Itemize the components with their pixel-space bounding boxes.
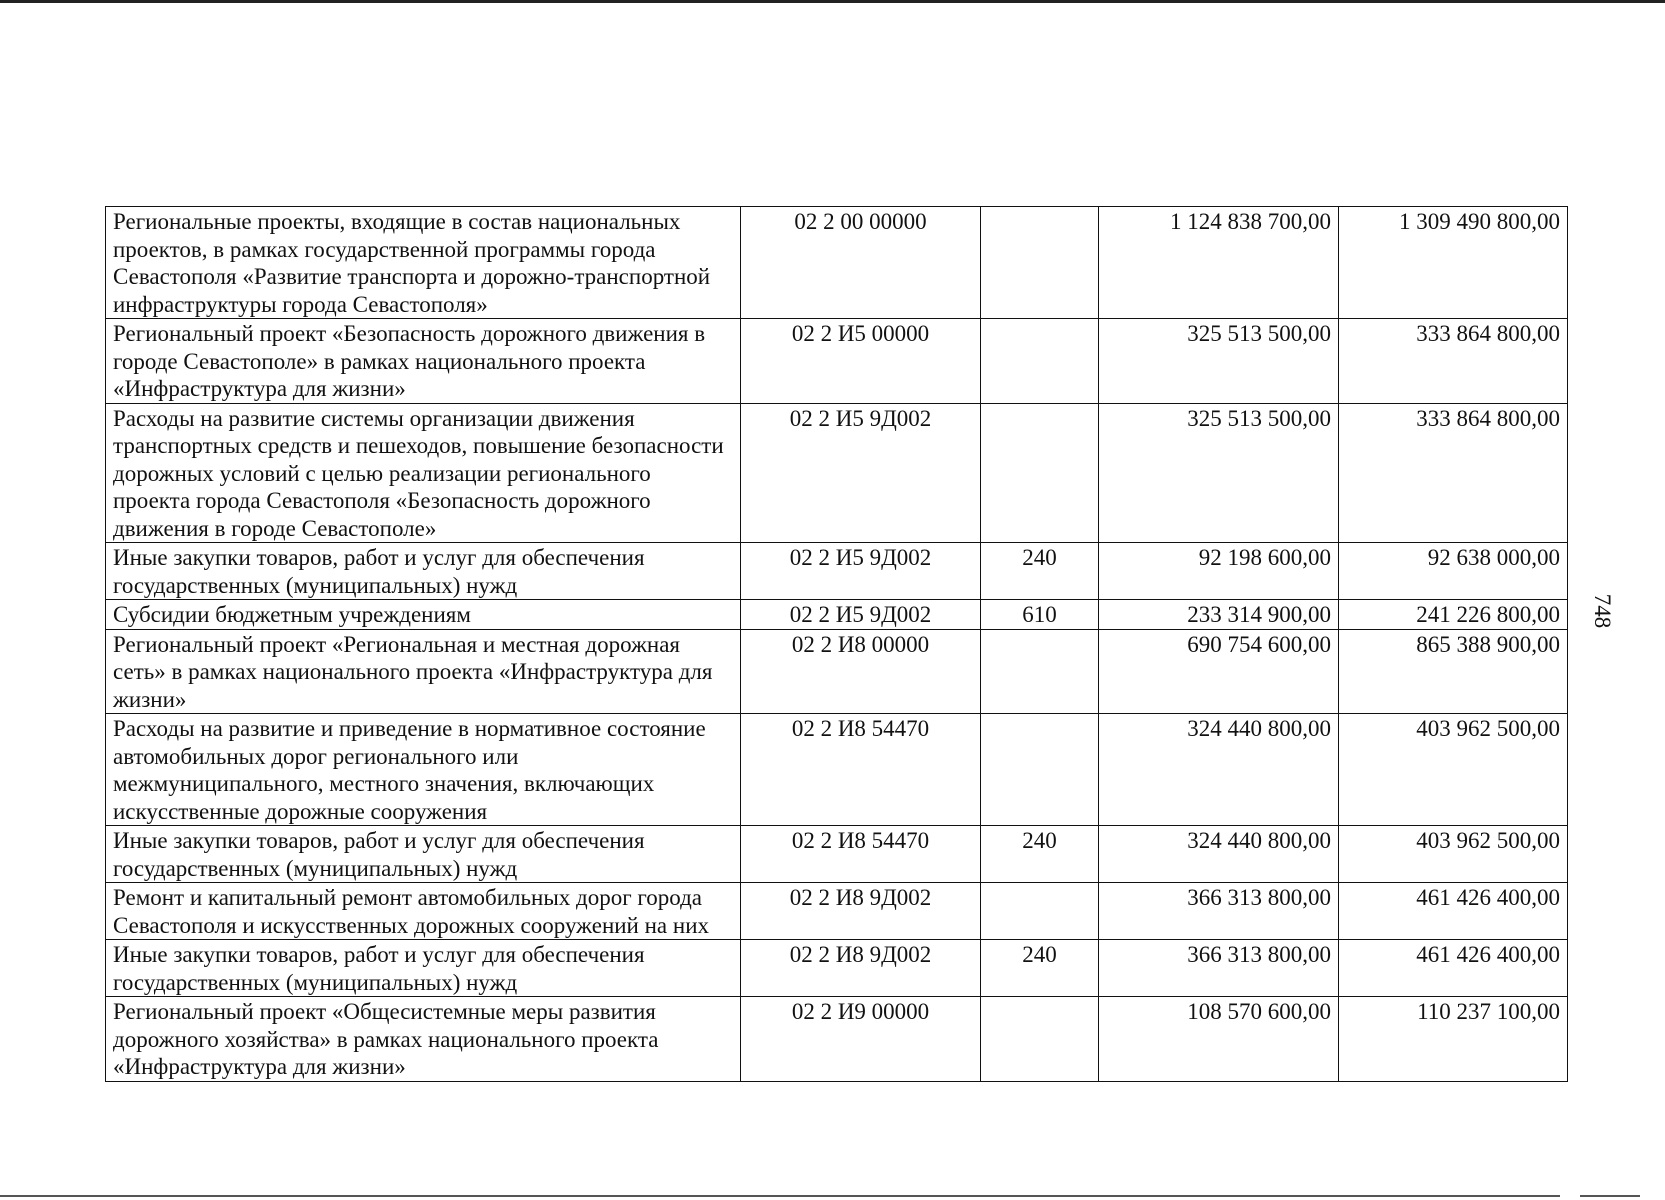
row-code: 02 2 И8 54470 <box>741 826 981 883</box>
row-amount-year-1: 92 198 600,00 <box>1099 543 1339 600</box>
row-code: 02 2 00 00000 <box>741 207 981 319</box>
row-amount-year-2: 333 864 800,00 <box>1339 319 1568 404</box>
row-expense-type <box>981 319 1099 404</box>
table-row <box>106 600 1568 630</box>
row-code: 02 2 И5 9Д002 <box>741 403 981 543</box>
row-expense-type: 240 <box>981 940 1099 997</box>
scan-edge-bottom <box>0 1195 1560 1197</box>
row-amount-year-1: 108 570 600,00 <box>1099 997 1339 1082</box>
row-expense-type <box>981 403 1099 543</box>
budget-table <box>105 206 1568 1082</box>
row-amount-year-1: 325 513 500,00 <box>1099 403 1339 543</box>
scan-edge-bottom-right <box>1580 1195 1640 1197</box>
row-name: Региональные проекты, входящие в состав национальных проектов, в рамках государственной программы города Севастополя «Развитие транспорта и дорожно-транспортной инфраструктуры города Севастополя» <box>106 207 741 319</box>
table-row <box>106 883 1568 940</box>
table-row <box>106 940 1568 997</box>
row-name: Расходы на развитие и приведение в нормативное состояние автомобильных дорог регионального или межмуниципального, местного значения, включающих искусственные дорожные сооружения <box>106 714 741 826</box>
row-code: 02 2 И5 00000 <box>741 319 981 404</box>
row-amount-year-2: 333 864 800,00 <box>1339 403 1568 543</box>
table-row <box>106 826 1568 883</box>
row-expense-type <box>981 207 1099 319</box>
row-amount-year-2: 461 426 400,00 <box>1339 883 1568 940</box>
row-expense-type <box>981 883 1099 940</box>
row-expense-type: 240 <box>981 826 1099 883</box>
row-amount-year-2: 865 388 900,00 <box>1339 629 1568 714</box>
row-amount-year-1: 366 313 800,00 <box>1099 883 1339 940</box>
row-amount-year-1: 324 440 800,00 <box>1099 826 1339 883</box>
table-row <box>106 714 1568 826</box>
row-code: 02 2 И9 00000 <box>741 997 981 1082</box>
row-expense-type: 610 <box>981 600 1099 630</box>
row-name: Расходы на развитие системы организации движения транспортных средств и пешеходов, повышение безопасности дорожных условий с целью реализации регионального проекта города Севастополя «Безопасность дорожного движения в городе Севастополе» <box>106 403 741 543</box>
row-amount-year-1: 1 124 838 700,00 <box>1099 207 1339 319</box>
row-amount-year-2: 110 237 100,00 <box>1339 997 1568 1082</box>
row-expense-type <box>981 714 1099 826</box>
row-amount-year-1: 324 440 800,00 <box>1099 714 1339 826</box>
page-number: 748 <box>1590 593 1615 629</box>
row-expense-type: 240 <box>981 543 1099 600</box>
table-row <box>106 997 1568 1082</box>
row-code: 02 2 И8 00000 <box>741 629 981 714</box>
row-amount-year-1: 233 314 900,00 <box>1099 600 1339 630</box>
row-code: 02 2 И8 9Д002 <box>741 940 981 997</box>
row-amount-year-1: 325 513 500,00 <box>1099 319 1339 404</box>
row-name: Иные закупки товаров, работ и услуг для обеспечения государственных (муниципальных) нужд <box>106 826 741 883</box>
table-row <box>106 543 1568 600</box>
row-name: Иные закупки товаров, работ и услуг для обеспечения государственных (муниципальных) нужд <box>106 940 741 997</box>
row-name: Ремонт и капитальный ремонт автомобильных дорог города Севастополя и искусственных дорожных сооружений на них <box>106 883 741 940</box>
row-amount-year-2: 461 426 400,00 <box>1339 940 1568 997</box>
row-amount-year-2: 403 962 500,00 <box>1339 714 1568 826</box>
budget-table-body <box>106 207 1568 1082</box>
row-amount-year-1: 366 313 800,00 <box>1099 940 1339 997</box>
scan-edge-top <box>0 0 1665 3</box>
row-amount-year-2: 403 962 500,00 <box>1339 826 1568 883</box>
row-name: Региональный проект «Региональная и местная дорожная сеть» в рамках национального проекта «Инфраструктура для жизни» <box>106 629 741 714</box>
row-code: 02 2 И8 54470 <box>741 714 981 826</box>
row-code: 02 2 И5 9Д002 <box>741 543 981 600</box>
row-name: Субсидии бюджетным учреждениям <box>106 600 741 630</box>
row-amount-year-2: 1 309 490 800,00 <box>1339 207 1568 319</box>
table-row <box>106 319 1568 404</box>
row-name: Региональный проект «Безопасность дорожного движения в городе Севастополе» в рамках национального проекта «Инфраструктура для жизни» <box>106 319 741 404</box>
row-name: Региональный проект «Общесистемные меры развития дорожного хозяйства» в рамках национального проекта «Инфраструктура для жизни» <box>106 997 741 1082</box>
row-amount-year-1: 690 754 600,00 <box>1099 629 1339 714</box>
row-code: 02 2 И5 9Д002 <box>741 600 981 630</box>
row-expense-type <box>981 997 1099 1082</box>
table-row <box>106 403 1568 543</box>
table-row <box>106 207 1568 319</box>
row-amount-year-2: 92 638 000,00 <box>1339 543 1568 600</box>
row-name: Иные закупки товаров, работ и услуг для обеспечения государственных (муниципальных) нужд <box>106 543 741 600</box>
row-expense-type <box>981 629 1099 714</box>
table-row <box>106 629 1568 714</box>
row-amount-year-2: 241 226 800,00 <box>1339 600 1568 630</box>
row-code: 02 2 И8 9Д002 <box>741 883 981 940</box>
